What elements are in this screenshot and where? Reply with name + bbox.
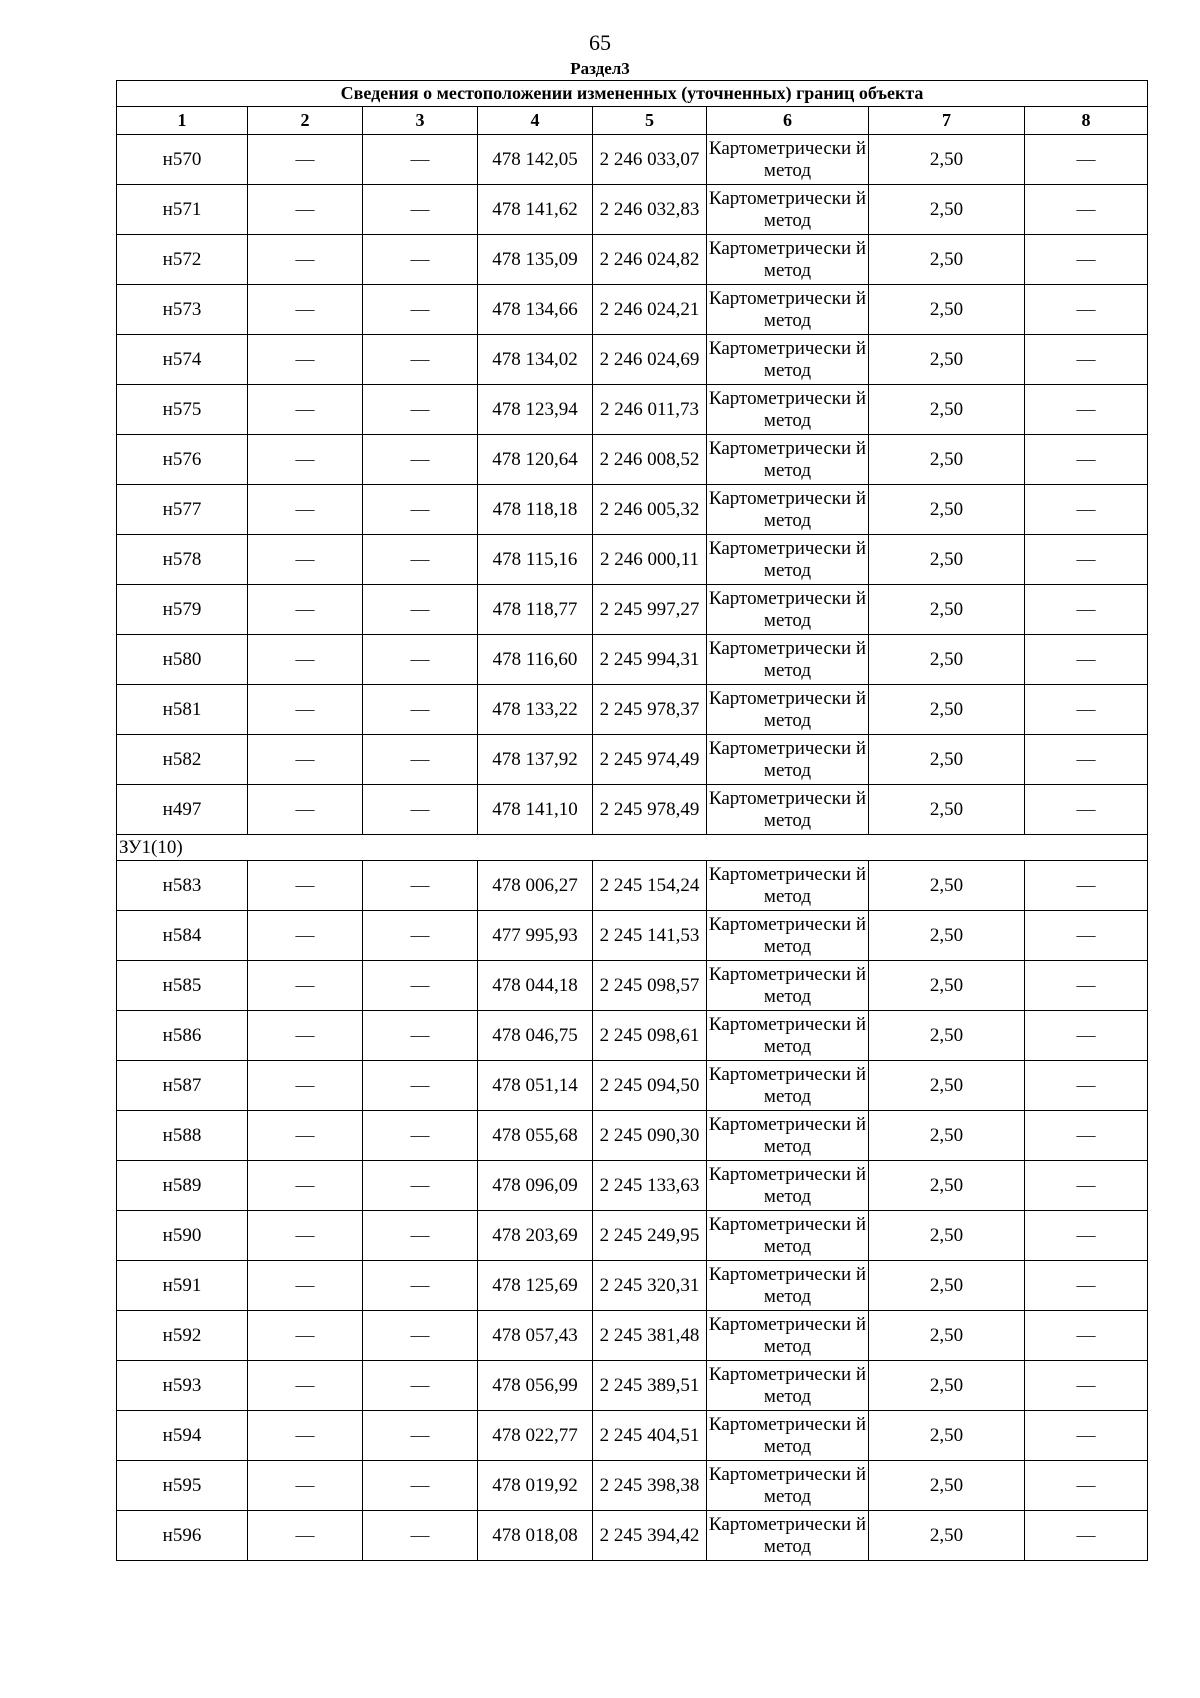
col3-cell: — [363, 1211, 478, 1261]
method-cell: Картометрически й метод [707, 1411, 869, 1461]
x-coord-cell: 478 141,62 [478, 185, 593, 235]
method-cell: Картометрически й метод [707, 635, 869, 685]
col2-cell: — [248, 861, 363, 911]
col3-cell: — [363, 385, 478, 435]
point-id-cell: н571 [117, 185, 248, 235]
col8-cell: — [1025, 961, 1148, 1011]
y-coord-cell: 2 246 024,21 [593, 285, 707, 335]
col3-cell: — [363, 435, 478, 485]
accuracy-cell: 2,50 [869, 1361, 1025, 1411]
accuracy-cell: 2,50 [869, 435, 1025, 485]
table-row [117, 785, 1148, 835]
x-coord-cell: 478 118,18 [478, 485, 593, 535]
col8-cell: — [1025, 861, 1148, 911]
column-number: 8 [1025, 107, 1148, 135]
method-cell: Картометрически й метод [707, 961, 869, 1011]
col3-cell: — [363, 1311, 478, 1361]
col3-cell: — [363, 735, 478, 785]
column-number: 3 [363, 107, 478, 135]
col8-cell: — [1025, 1061, 1148, 1111]
table-row [117, 235, 1148, 285]
table-row [117, 285, 1148, 335]
y-coord-cell: 2 245 320,31 [593, 1261, 707, 1311]
y-coord-cell: 2 245 098,61 [593, 1011, 707, 1061]
x-coord-cell: 478 115,16 [478, 535, 593, 585]
point-id-cell: н592 [117, 1311, 248, 1361]
method-cell: Картометрически й метод [707, 861, 869, 911]
accuracy-cell: 2,50 [869, 1461, 1025, 1511]
point-id-cell: н584 [117, 911, 248, 961]
point-id-cell: н578 [117, 535, 248, 585]
x-coord-cell: 478 135,09 [478, 235, 593, 285]
col2-cell: — [248, 485, 363, 535]
point-id-cell: н583 [117, 861, 248, 911]
col3-cell: — [363, 685, 478, 735]
y-coord-cell: 2 245 389,51 [593, 1361, 707, 1411]
point-id-cell: н573 [117, 285, 248, 335]
method-cell: Картометрически й метод [707, 385, 869, 435]
col8-cell: — [1025, 335, 1148, 385]
accuracy-cell: 2,50 [869, 1061, 1025, 1111]
point-id-cell: н596 [117, 1511, 248, 1561]
y-coord-cell: 2 245 154,24 [593, 861, 707, 911]
x-coord-cell: 478 141,10 [478, 785, 593, 835]
accuracy-cell: 2,50 [869, 1311, 1025, 1361]
table-row [117, 1111, 1148, 1161]
accuracy-cell: 2,50 [869, 535, 1025, 585]
table-row [117, 1311, 1148, 1361]
y-coord-cell: 2 246 033,07 [593, 135, 707, 185]
col8-cell: — [1025, 635, 1148, 685]
table-row [117, 435, 1148, 485]
method-cell: Картометрически й метод [707, 135, 869, 185]
accuracy-cell: 2,50 [869, 735, 1025, 785]
col8-cell: — [1025, 785, 1148, 835]
table-row [117, 1061, 1148, 1111]
col8-cell: — [1025, 1361, 1148, 1411]
table-row [117, 335, 1148, 385]
table-row [117, 485, 1148, 535]
x-coord-cell: 478 142,05 [478, 135, 593, 185]
col8-cell: — [1025, 435, 1148, 485]
point-id-cell: н574 [117, 335, 248, 385]
y-coord-cell: 2 245 994,31 [593, 635, 707, 685]
point-id-cell: н497 [117, 785, 248, 835]
col3-cell: — [363, 1161, 478, 1211]
point-id-cell: н572 [117, 235, 248, 285]
point-id-cell: н579 [117, 585, 248, 635]
table-row [117, 1011, 1148, 1061]
column-number-row [117, 107, 1148, 135]
method-cell: Картометрически й метод [707, 1111, 869, 1161]
col3-cell: — [363, 785, 478, 835]
col3-cell: — [363, 1111, 478, 1161]
col2-cell: — [248, 185, 363, 235]
table-row [117, 585, 1148, 635]
method-cell: Картометрически й метод [707, 1211, 869, 1261]
method-cell: Картометрически й метод [707, 1361, 869, 1411]
table-row [117, 1361, 1148, 1411]
col2-cell: — [248, 735, 363, 785]
y-coord-cell: 2 245 133,63 [593, 1161, 707, 1211]
column-number: 6 [707, 107, 869, 135]
col3-cell: — [363, 1361, 478, 1411]
group-row [117, 835, 1148, 861]
point-id-cell: н581 [117, 685, 248, 735]
method-cell: Картометрически й метод [707, 335, 869, 385]
x-coord-cell: 478 203,69 [478, 1211, 593, 1261]
accuracy-cell: 2,50 [869, 1511, 1025, 1561]
x-coord-cell: 478 133,22 [478, 685, 593, 735]
y-coord-cell: 2 245 090,30 [593, 1111, 707, 1161]
col2-cell: — [248, 1061, 363, 1111]
col2-cell: — [248, 1161, 363, 1211]
y-coord-cell: 2 245 398,38 [593, 1461, 707, 1511]
accuracy-cell: 2,50 [869, 685, 1025, 735]
point-id-cell: н576 [117, 435, 248, 485]
col8-cell: — [1025, 1161, 1148, 1211]
method-cell: Картометрически й метод [707, 1061, 869, 1111]
table-row [117, 1511, 1148, 1561]
x-coord-cell: 478 137,92 [478, 735, 593, 785]
accuracy-cell: 2,50 [869, 1411, 1025, 1461]
col8-cell: — [1025, 385, 1148, 435]
method-cell: Картометрически й метод [707, 485, 869, 535]
point-id-cell: н582 [117, 735, 248, 785]
col8-cell: — [1025, 585, 1148, 635]
col2-cell: — [248, 235, 363, 285]
col2-cell: — [248, 1511, 363, 1561]
col3-cell: — [363, 135, 478, 185]
accuracy-cell: 2,50 [869, 961, 1025, 1011]
method-cell: Картометрически й метод [707, 585, 869, 635]
col8-cell: — [1025, 535, 1148, 585]
x-coord-cell: 478 018,08 [478, 1511, 593, 1561]
method-cell: Картометрически й метод [707, 1261, 869, 1311]
col2-cell: — [248, 585, 363, 635]
col8-cell: — [1025, 235, 1148, 285]
method-cell: Картометрически й метод [707, 685, 869, 735]
point-id-cell: н590 [117, 1211, 248, 1261]
coordinates-table [116, 80, 1148, 1561]
col2-cell: — [248, 1261, 363, 1311]
y-coord-cell: 2 246 032,83 [593, 185, 707, 235]
x-coord-cell: 478 056,99 [478, 1361, 593, 1411]
col8-cell: — [1025, 1211, 1148, 1261]
col2-cell: — [248, 435, 363, 485]
col2-cell: — [248, 1111, 363, 1161]
point-id-cell: н595 [117, 1461, 248, 1511]
y-coord-cell: 2 245 974,49 [593, 735, 707, 785]
table-row [117, 861, 1148, 911]
accuracy-cell: 2,50 [869, 135, 1025, 185]
col3-cell: — [363, 185, 478, 235]
table-row [117, 635, 1148, 685]
col8-cell: — [1025, 1461, 1148, 1511]
col2-cell: — [248, 285, 363, 335]
col2-cell: — [248, 635, 363, 685]
col2-cell: — [248, 335, 363, 385]
accuracy-cell: 2,50 [869, 1011, 1025, 1061]
x-coord-cell: 478 019,92 [478, 1461, 593, 1511]
column-number: 4 [478, 107, 593, 135]
section-title: Раздел3 [570, 59, 630, 78]
col2-cell: — [248, 535, 363, 585]
column-number: 1 [117, 107, 248, 135]
x-coord-cell: 478 044,18 [478, 961, 593, 1011]
accuracy-cell: 2,50 [869, 1111, 1025, 1161]
x-coord-cell: 478 118,77 [478, 585, 593, 635]
x-coord-cell: 478 116,60 [478, 635, 593, 685]
table-row [117, 911, 1148, 961]
x-coord-cell: 478 123,94 [478, 385, 593, 435]
col3-cell: — [363, 535, 478, 585]
page-number: 65 [589, 30, 611, 55]
accuracy-cell: 2,50 [869, 385, 1025, 435]
col8-cell: — [1025, 135, 1148, 185]
col8-cell: — [1025, 735, 1148, 785]
col3-cell: — [363, 285, 478, 335]
col2-cell: — [248, 911, 363, 961]
col2-cell: — [248, 685, 363, 735]
col3-cell: — [363, 235, 478, 285]
point-id-cell: н570 [117, 135, 248, 185]
point-id-cell: н585 [117, 961, 248, 1011]
col3-cell: — [363, 335, 478, 385]
col8-cell: — [1025, 1411, 1148, 1461]
y-coord-cell: 2 245 404,51 [593, 1411, 707, 1461]
accuracy-cell: 2,50 [869, 1161, 1025, 1211]
point-id-cell: н587 [117, 1061, 248, 1111]
method-cell: Картометрически й метод [707, 235, 869, 285]
point-id-cell: н589 [117, 1161, 248, 1211]
table-row [117, 685, 1148, 735]
method-cell: Картометрически й метод [707, 285, 869, 335]
col2-cell: — [248, 785, 363, 835]
col3-cell: — [363, 1411, 478, 1461]
x-coord-cell: 478 134,66 [478, 285, 593, 335]
x-coord-cell: 478 134,02 [478, 335, 593, 385]
accuracy-cell: 2,50 [869, 861, 1025, 911]
col2-cell: — [248, 1361, 363, 1411]
col3-cell: — [363, 861, 478, 911]
accuracy-cell: 2,50 [869, 235, 1025, 285]
accuracy-cell: 2,50 [869, 1261, 1025, 1311]
method-cell: Картометрически й метод [707, 1311, 869, 1361]
method-cell: Картометрически й метод [707, 1011, 869, 1061]
method-cell: Картометрически й метод [707, 735, 869, 785]
point-id-cell: н586 [117, 1011, 248, 1061]
x-coord-cell: 477 995,93 [478, 911, 593, 961]
col3-cell: — [363, 635, 478, 685]
table-row [117, 1461, 1148, 1511]
y-coord-cell: 2 245 098,57 [593, 961, 707, 1011]
col2-cell: — [248, 961, 363, 1011]
col3-cell: — [363, 1061, 478, 1111]
x-coord-cell: 478 051,14 [478, 1061, 593, 1111]
col2-cell: — [248, 1011, 363, 1061]
col3-cell: — [363, 1511, 478, 1561]
col2-cell: — [248, 1311, 363, 1361]
col8-cell: — [1025, 911, 1148, 961]
y-coord-cell: 2 245 249,95 [593, 1211, 707, 1261]
col3-cell: — [363, 911, 478, 961]
y-coord-cell: 2 245 381,48 [593, 1311, 707, 1361]
y-coord-cell: 2 245 394,42 [593, 1511, 707, 1561]
y-coord-cell: 2 246 024,69 [593, 335, 707, 385]
y-coord-cell: 2 246 024,82 [593, 235, 707, 285]
x-coord-cell: 478 055,68 [478, 1111, 593, 1161]
table-row [117, 1261, 1148, 1311]
col3-cell: — [363, 485, 478, 535]
point-id-cell: н577 [117, 485, 248, 535]
method-cell: Картометрически й метод [707, 185, 869, 235]
accuracy-cell: 2,50 [869, 1211, 1025, 1261]
table-row [117, 385, 1148, 435]
x-coord-cell: 478 006,27 [478, 861, 593, 911]
x-coord-cell: 478 120,64 [478, 435, 593, 485]
y-coord-cell: 2 245 978,49 [593, 785, 707, 835]
y-coord-cell: 2 245 978,37 [593, 685, 707, 735]
accuracy-cell: 2,50 [869, 285, 1025, 335]
col3-cell: — [363, 1461, 478, 1511]
col3-cell: — [363, 1011, 478, 1061]
method-cell: Картометрически й метод [707, 911, 869, 961]
col8-cell: — [1025, 1011, 1148, 1061]
accuracy-cell: 2,50 [869, 585, 1025, 635]
col3-cell: — [363, 961, 478, 1011]
col2-cell: — [248, 135, 363, 185]
accuracy-cell: 2,50 [869, 335, 1025, 385]
y-coord-cell: 2 246 000,11 [593, 535, 707, 585]
y-coord-cell: 2 246 008,52 [593, 435, 707, 485]
col8-cell: — [1025, 685, 1148, 735]
method-cell: Картометрически й метод [707, 1161, 869, 1211]
table-row [117, 135, 1148, 185]
y-coord-cell: 2 245 141,53 [593, 911, 707, 961]
point-id-cell: н580 [117, 635, 248, 685]
accuracy-cell: 2,50 [869, 485, 1025, 535]
y-coord-cell: 2 246 011,73 [593, 385, 707, 435]
col3-cell: — [363, 585, 478, 635]
point-id-cell: н594 [117, 1411, 248, 1461]
method-cell: Картометрически й метод [707, 435, 869, 485]
group-label: ЗУ1(10) [117, 835, 1148, 861]
table-body [117, 135, 1148, 1561]
col8-cell: — [1025, 185, 1148, 235]
point-id-cell: н575 [117, 385, 248, 435]
x-coord-cell: 478 046,75 [478, 1011, 593, 1061]
col2-cell: — [248, 385, 363, 435]
col8-cell: — [1025, 285, 1148, 335]
x-coord-cell: 478 125,69 [478, 1261, 593, 1311]
table-row [117, 735, 1148, 785]
column-number: 2 [248, 107, 363, 135]
col2-cell: — [248, 1411, 363, 1461]
col8-cell: — [1025, 1311, 1148, 1361]
y-coord-cell: 2 245 094,50 [593, 1061, 707, 1111]
table-caption: Сведения о местоположении измененных (уточненных) границ объекта [117, 81, 1148, 107]
col2-cell: — [248, 1211, 363, 1261]
table-row [117, 961, 1148, 1011]
x-coord-cell: 478 096,09 [478, 1161, 593, 1211]
table-row [117, 1161, 1148, 1211]
method-cell: Картометрически й метод [707, 535, 869, 585]
column-number: 5 [593, 107, 707, 135]
col8-cell: — [1025, 485, 1148, 535]
col3-cell: — [363, 1261, 478, 1311]
col8-cell: — [1025, 1111, 1148, 1161]
x-coord-cell: 478 022,77 [478, 1411, 593, 1461]
table-row [117, 535, 1148, 585]
table-row [117, 1411, 1148, 1461]
method-cell: Картометрически й метод [707, 1461, 869, 1511]
point-id-cell: н588 [117, 1111, 248, 1161]
accuracy-cell: 2,50 [869, 785, 1025, 835]
point-id-cell: н591 [117, 1261, 248, 1311]
col8-cell: — [1025, 1261, 1148, 1311]
y-coord-cell: 2 246 005,32 [593, 485, 707, 535]
method-cell: Картометрически й метод [707, 1511, 869, 1561]
table-row [117, 185, 1148, 235]
accuracy-cell: 2,50 [869, 911, 1025, 961]
col8-cell: — [1025, 1511, 1148, 1561]
method-cell: Картометрически й метод [707, 785, 869, 835]
table-row [117, 1211, 1148, 1261]
column-number: 7 [869, 107, 1025, 135]
x-coord-cell: 478 057,43 [478, 1311, 593, 1361]
col2-cell: — [248, 1461, 363, 1511]
accuracy-cell: 2,50 [869, 185, 1025, 235]
point-id-cell: н593 [117, 1361, 248, 1411]
accuracy-cell: 2,50 [869, 635, 1025, 685]
y-coord-cell: 2 245 997,27 [593, 585, 707, 635]
